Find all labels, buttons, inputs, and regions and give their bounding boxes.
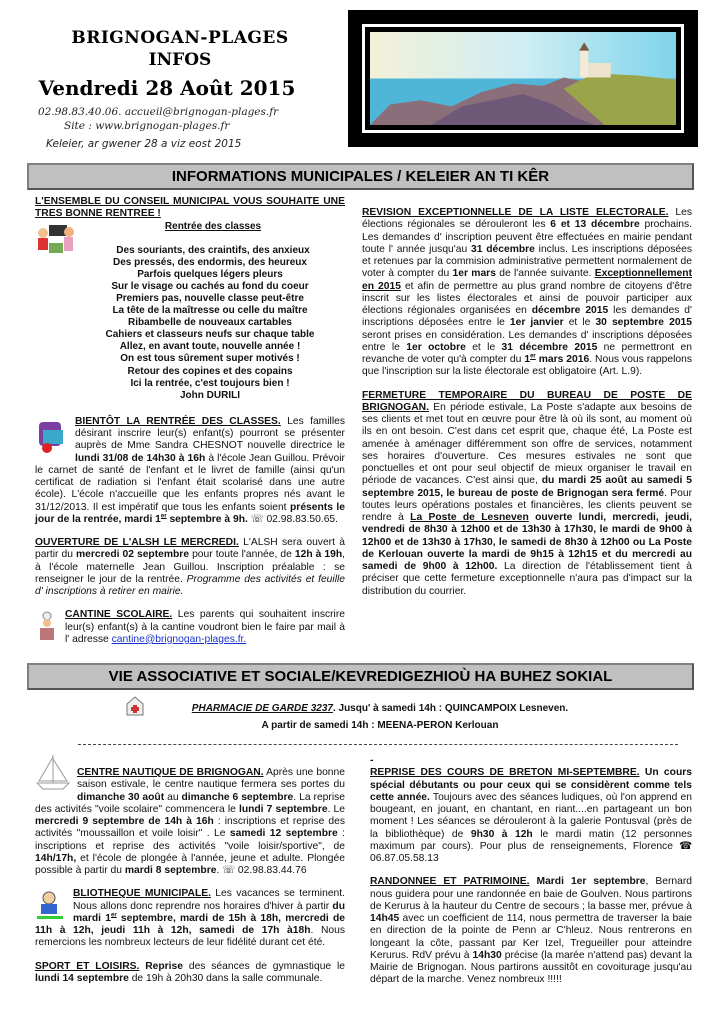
article-liste-electorale bbox=[362, 207, 692, 379]
text-segment: septembre à 9h. bbox=[166, 513, 248, 525]
article-sport-loisirs bbox=[35, 961, 345, 986]
section-header-associative: VIE ASSOCIATIVE ET SOCIALE/KEVREDIGEZHIOÙ HA BUHEZ SOKIAL bbox=[27, 663, 694, 690]
article-bibliotheque bbox=[35, 888, 345, 949]
poem-line: On est tous sûrement super motivés ! bbox=[120, 353, 300, 365]
text-segment: et afin de permettre au plus grand nombre de citoyens d'être inscrit sur les listes électorales et ainsi de pouvoir participer aux élections régionales organisées en bbox=[362, 280, 692, 316]
article-randonnee bbox=[370, 876, 692, 986]
right-column-municipal bbox=[362, 207, 692, 609]
article-heading: BIENTÔT LA RENTRÉE DES CLASSES. bbox=[75, 415, 281, 427]
text-segment: de 19h à 20h30 dans la salle communale. bbox=[128, 972, 323, 984]
website: Site : www.brignogan-plages.fr bbox=[64, 120, 230, 132]
right-column-associative bbox=[370, 755, 692, 998]
newsletter-subtitle: INFOS bbox=[148, 50, 212, 70]
article-heading: La Poste de Lesneven bbox=[410, 512, 529, 523]
article-heading: REPRISE DES COURS DE BRETON MI-SEPTEMBRE. bbox=[370, 767, 640, 779]
text-segment: les demandes d' inscriptions déposées entre le bbox=[362, 305, 692, 329]
text-segment: 12h à 19h bbox=[294, 549, 343, 561]
text-segment: précise (la marée n'attend pas) devant la Mairie de Brignogan. Nous partirons aussitôt en covoiturage jusqu'au départ de la marche. Venez nombreux !!!!! bbox=[370, 949, 692, 986]
text-segment: 1er mars bbox=[452, 268, 496, 280]
text-segment: septembre, mardi de 15h à 18h, mercredi de 11h à 12h, jeudi 11h à 12h, samedi de 17h à18h bbox=[35, 912, 345, 936]
cook-icon bbox=[35, 611, 59, 641]
article-heading: OUVERTURE DE L'ALSH LE MERCREDI. bbox=[35, 537, 239, 549]
text-segment: Les vacances se terminent. Nous allons donc reprendre nos horaires d'hiver à partir bbox=[73, 888, 345, 912]
text-segment: mercredi 02 septembre bbox=[75, 549, 190, 561]
text-segment: Mardi 1er septembre bbox=[536, 876, 646, 888]
article-heading: BLIOTHEQUE MUNICIPALE. bbox=[73, 888, 211, 900]
poem-line: Ribambelle de nouveaux cartables bbox=[128, 317, 292, 329]
left-column-municipal bbox=[35, 196, 345, 657]
text-segment: , à l'école maternelle Jean Guillou. Inscription préalable : se renseigner le jour de la rentrée. bbox=[35, 549, 346, 585]
school-bag-icon bbox=[35, 418, 69, 454]
intro-heading bbox=[35, 196, 345, 221]
article-alsh bbox=[35, 537, 345, 598]
text-segment: mardi 8 septembre bbox=[124, 865, 217, 876]
poem-line: Retour des copines et des copains bbox=[127, 365, 293, 377]
text-segment: présents le jour de la rentrée, mardi 1 bbox=[35, 501, 345, 525]
article-cours-breton bbox=[370, 767, 692, 865]
text-segment: ne permettront en revanche de voter qu'à compter du bbox=[362, 341, 692, 365]
section-header-municipal: INFORMATIONS MUNICIPALES / KELEIER AN TI KÊR bbox=[27, 163, 694, 190]
text-segment: des séances de gymnastique le bbox=[183, 960, 346, 972]
article-heading: er bbox=[160, 513, 167, 520]
article-text bbox=[35, 767, 345, 876]
contact-info: 02.98.83.40.06. accueil@brignogan-plages.fr bbox=[38, 106, 279, 118]
article-heading: REVISION EXCEPTIONNELLE DE LA LISTE ELECTORALE. bbox=[362, 207, 669, 218]
poem-line: Allez, en avant toute, nouvelle année ! bbox=[119, 341, 301, 353]
text-segment: le mardi matin (12 personnes maximum par cours). Pour plus de renseignements, Florence ☎ 06.87.05.58.13 bbox=[370, 828, 692, 864]
reader-icon bbox=[35, 890, 67, 920]
article-heading: PHARMACIE DE GARDE 3237 bbox=[191, 703, 333, 714]
pharmacie-de-garde bbox=[120, 700, 640, 734]
text-segment: 14h/17h, bbox=[35, 852, 77, 864]
divider bbox=[78, 744, 678, 745]
text-segment: décembre 2015 bbox=[531, 305, 609, 316]
text-segment: lundi 14 septembre bbox=[35, 972, 129, 984]
text-segment: 1er janvier bbox=[509, 317, 564, 329]
text-segment: 14h45 bbox=[370, 913, 400, 924]
sailboat-icon bbox=[35, 753, 71, 793]
separator-dash: - bbox=[370, 755, 374, 766]
text-segment: dimanche 30 août bbox=[77, 791, 165, 803]
text-segment: 30 septembre 2015 bbox=[595, 317, 692, 329]
text-segment: . Nous vous rappelons que l'inscription sur la liste électorale est obligatoire (Art. L.9). bbox=[362, 354, 692, 378]
article-heading: er bbox=[110, 912, 117, 919]
text-segment: à l'école Jean Guillou. Prévoir le carnet de santé de l'enfant et le livret de famille (ainsi qu'un certificat de radiation si l'enfant était scolarisé dans une autre école). L'école n'accueille que les enfants propres nés avant le 31/12/2013. Il est impératif que tous les enfants soient bbox=[35, 452, 345, 513]
poem-line: Des souriants, des craintifs, des anxieux bbox=[116, 244, 310, 256]
article-heading: Exceptionnellement en 2015 bbox=[362, 268, 693, 292]
text-segment: . Pour toutes leurs opérations postales et financières, les clients peuvent se rendre à bbox=[362, 487, 692, 523]
text-segment: Toujours avec des séances ludiques, où l'on apprend en bougeant, en jouant, en chantant, en riant....en partageant un bon moment ! Les séances se dérouleront à la galerie Pontusval (près de la bibliothèque) de bbox=[370, 791, 692, 840]
text-segment: : inscriptions et reprise des activités "moussaillon et voile loisir" . Le bbox=[35, 816, 345, 840]
text-segment: 31 décembre bbox=[470, 243, 535, 255]
article-text bbox=[35, 416, 345, 525]
text-segment: 14h30 bbox=[472, 949, 502, 961]
article-heading: L'ENSEMBLE DU CONSEIL MUNICIPAL VOUS SOUHAITE UNE TRES BONNE RENTREE ! bbox=[35, 196, 345, 220]
text-segment: . Jusqu' à samedi 14h : QUINCAMPOIX Lesneven. bbox=[332, 703, 569, 714]
text-segment: . Nous remercions les nombreux lecteurs de leur fidélité durant cet été. bbox=[35, 925, 345, 949]
text-segment: Programme des activités et feuille d' inscriptions à retirer en mairie. bbox=[35, 573, 345, 598]
article-heading: SPORT ET LOISIRS. bbox=[35, 960, 140, 972]
text-segment: 9h30 à 12h bbox=[470, 828, 533, 840]
text-segment: Après une bonne saison estivale, le centre nautique fermera ses portes du bbox=[77, 767, 345, 791]
text-segment: 1er octobre bbox=[406, 341, 466, 353]
breton-date: Keleier, ar gwener 28 a viz eost 2015 bbox=[46, 138, 242, 150]
text-segment: 1 bbox=[524, 354, 531, 365]
article-heading: RANDONNEE ET PATRIMOINE. bbox=[370, 876, 530, 888]
text-segment: dimanche 6 septembre bbox=[181, 791, 294, 803]
text-segment: avec un coefficient de 114, nous permettra de traverser la baie en direction de la pointe de Penn ar C'hleuz. Nous rentrerons en longeant la côte, passant par Ker Izel, Tregueiller pour atteindre Kerurus. RdV prévu à bbox=[370, 913, 692, 961]
poem-line: Sur le visage ou cachés au fond du coeur bbox=[111, 280, 309, 292]
article-text bbox=[362, 390, 692, 597]
article-heading: CENTRE NAUTIQUE DE BRIGNOGAN. bbox=[77, 767, 264, 778]
text-segment: prochains. Les demandes d' inscription peuvent être effectuées en mairie pendant toute l' année jusqu'au bbox=[362, 219, 692, 255]
text-segment bbox=[530, 876, 537, 887]
text-segment: mars 2016 bbox=[535, 354, 590, 365]
article-text bbox=[65, 609, 345, 645]
poem-lines bbox=[75, 245, 345, 402]
text-segment: ouverte lundi, mercredi, jeudi, vendredi de 8h30 à 12h00 et de 13h30 à 17h30, le mardi de 9h00 à 12h00 et de 13h30 à 17h30, le samedi de 8h30 à 12h00 ou La Poste de Kerlouan ouverte la mardi de 9h15 à 12h15 et du mercredi au samedi de 9h00 à 12h00. bbox=[362, 512, 693, 572]
poem-line: La tête de la maîtresse ou celle du maître bbox=[112, 305, 308, 317]
text-segment: Les parents qui souhaitent inscrire leur(s) enfant(s) à la cantine voudront bien le faire par mail à l' adresse bbox=[65, 609, 345, 645]
poem-line: Premiers pas, nouvelle classe peut-être bbox=[116, 292, 304, 304]
poem-line: Cahiers et classeurs neufs sur chaque table bbox=[105, 329, 315, 341]
issue-date: Vendredi 28 Août 2015 bbox=[38, 76, 296, 100]
text-segment: 6 et 13 décembre bbox=[550, 219, 640, 231]
article-heading: er bbox=[530, 353, 536, 360]
article-text bbox=[35, 961, 345, 984]
text-segment: 31 décembre 2015 bbox=[501, 341, 598, 353]
text-segment: Les familles désirant inscrire leur(s) enfant(s) pourront se présenter auprès de Mme Sandra CHESNOT nouvelle directrice le bbox=[75, 415, 345, 452]
poem-author: John DURILI bbox=[180, 389, 240, 401]
header-photo-lighthouse bbox=[348, 10, 698, 147]
article-poste bbox=[362, 390, 692, 598]
article-heading: CANTINE SCOLAIRE. bbox=[65, 609, 173, 621]
article-text bbox=[370, 876, 692, 985]
text-segment: seront prises en considération. Les demandes d' inscriptions déposées entre le bbox=[362, 329, 692, 353]
article-centre-nautique bbox=[35, 767, 345, 877]
article-text bbox=[35, 888, 345, 948]
email-link[interactable]: cantine@brignogan-plages.fr. bbox=[111, 633, 247, 645]
text-segment: En période estivale, La Poste s'adapte aux besoins de ses clients et met tout en œuvre pour être là où ils sont, au moment où ils en ont besoin. C'est dans cet esprit que, chaque été, La Poste est amenée à aménager différemment son offre de services, notamment ses horaires d'ouverture. Ces mesures estivales ne sont que ponctuelles et ont pour seul objectif de mieux organiser le travail en période de vacances. C'est ainsi que, bbox=[362, 401, 692, 487]
poem-title: Rentrée des classes bbox=[164, 220, 262, 232]
text-segment: . Le bbox=[327, 803, 345, 815]
text-segment: Les élections régionales se dérouleront les bbox=[362, 207, 692, 231]
text-segment: au bbox=[164, 791, 182, 803]
text-segment: Reprise bbox=[145, 960, 183, 972]
article-rentree bbox=[35, 416, 345, 526]
pharmacie-line2: A partir de samedi 14h : MEENA-PERON Kerlouan bbox=[261, 720, 499, 731]
text-segment: et l'école de plongée à l'année, jeune et adulte. Plongée possible à partir du bbox=[35, 852, 345, 876]
text-segment: lundi 7 septembre bbox=[238, 803, 328, 815]
text-segment: . La reprise des activités "voile scolaire" commencera le bbox=[35, 791, 345, 815]
text-segment: La direction de l'établissement tient à préciser que cette fermeture exceptionnelle n'aura pas d'impact sur la distribution du courrier. bbox=[362, 561, 693, 597]
article-heading: FERMETURE TEMPORAIRE DU BUREAU DE POSTE DE BRIGNOGAN. bbox=[362, 389, 692, 413]
text-segment: de l'année suivante. bbox=[495, 268, 595, 280]
poem-line: Ici la rentrée, c'est toujours bien ! bbox=[130, 377, 290, 389]
newsletter-title: BRIGNOGAN-PLAGES bbox=[71, 28, 289, 48]
poem-line: Parfois quelques légers pleurs bbox=[137, 268, 283, 280]
poem bbox=[75, 221, 345, 402]
pharmacy-house-icon bbox=[126, 696, 144, 716]
article-cantine bbox=[35, 609, 345, 646]
text-segment: inclus. Les inscriptions déposées et retenues par la commision administrative permettent normalement de voter à compter du bbox=[362, 243, 692, 280]
children-classroom-icon bbox=[35, 223, 75, 255]
article-text bbox=[362, 207, 692, 377]
text-segment: , Bernard nous guidera pour une randonnée en baie de Goulven. Nous partirons de Kerurus à la hauteur du Centre de secours ; la basse mer, prévue à bbox=[370, 876, 692, 912]
text-segment: du mardi 1 bbox=[73, 900, 345, 924]
text-segment: ☏ 02.98.83.50.65. bbox=[247, 513, 339, 525]
text-segment: et le bbox=[563, 317, 596, 329]
text-segment: L'ALSH sera ouvert à partir du bbox=[35, 537, 345, 561]
text-segment: et le bbox=[465, 341, 502, 353]
text-segment: du mardi 25 août au samedi 5 septembre 2015, le bureau de poste de Brignogan sera fermé bbox=[362, 475, 693, 499]
left-column-associative bbox=[35, 767, 345, 996]
text-segment: . ☏ 02.98.83.44.76 bbox=[216, 865, 307, 876]
text-segment: mercredi 9 septembre de 14h à 16h bbox=[35, 816, 214, 827]
text-segment: samedi 12 septembre bbox=[229, 828, 338, 840]
text-segment: : inscriptions et reprise des activités "voile loisir/sportive", de bbox=[35, 828, 345, 852]
article-text bbox=[370, 767, 692, 864]
text-segment: pour toute l'année, de bbox=[189, 549, 295, 561]
poem-line: Des pressés, des endormis, des heureux bbox=[113, 256, 307, 268]
text-segment: Un cours spécial débutants ou pour ceux qui se considèrent comme tels cette année. bbox=[370, 767, 692, 803]
article-text bbox=[35, 537, 345, 597]
text-segment: lundi 31/08 de 14h30 à 16h bbox=[75, 452, 206, 464]
pharmacie-line1 bbox=[120, 700, 640, 717]
